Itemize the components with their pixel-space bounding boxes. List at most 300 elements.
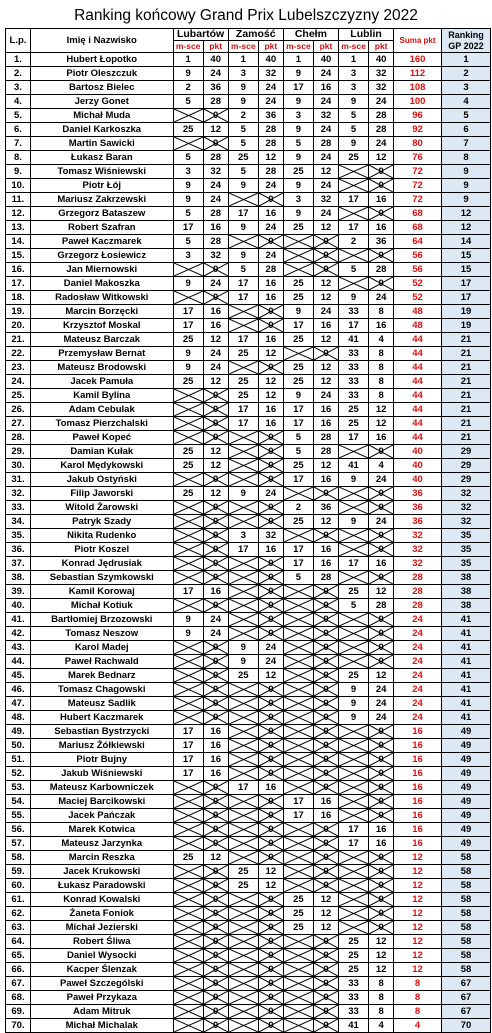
row-points-empty xyxy=(314,753,339,767)
row-points: 16 xyxy=(258,417,283,431)
cross-out-mark xyxy=(229,599,258,612)
row-points-empty xyxy=(314,949,339,963)
row-points-empty xyxy=(203,963,228,977)
row-points-empty xyxy=(314,781,339,795)
row-suma: 100 xyxy=(394,95,442,109)
row-suma: 32 xyxy=(394,557,442,571)
row-lp: 57. xyxy=(6,837,31,851)
row-name: Daniel Karkoszka xyxy=(30,123,173,137)
row-place: 33 xyxy=(338,375,368,389)
row-name: Daniel Wysocki xyxy=(30,949,173,963)
row-points: 16 xyxy=(258,403,283,417)
cross-out-mark xyxy=(284,837,313,850)
row-name: Adam Cebulak xyxy=(30,403,173,417)
cross-out-mark xyxy=(339,879,368,892)
row-ranking-gp: 21 xyxy=(441,389,490,403)
row-points-empty xyxy=(203,501,228,515)
cross-out-mark xyxy=(284,613,313,626)
row-lp: 2. xyxy=(6,67,31,81)
table-row xyxy=(6,221,491,235)
row-place: 5 xyxy=(283,137,313,151)
table-row xyxy=(6,81,491,95)
row-name: Piotr Oleszczuk xyxy=(30,67,173,81)
row-suma: 12 xyxy=(394,851,442,865)
row-lp: 35. xyxy=(6,529,31,543)
row-place: 9 xyxy=(283,67,313,81)
row-name: Robert Śliwa xyxy=(30,935,173,949)
cross-out-mark xyxy=(174,431,203,444)
row-place-empty xyxy=(338,893,368,907)
table-row xyxy=(6,991,491,1005)
row-place-empty xyxy=(283,263,313,277)
row-points: 16 xyxy=(314,403,339,417)
row-place: 25 xyxy=(283,375,313,389)
row-suma: 8 xyxy=(394,1005,442,1019)
row-points: 32 xyxy=(203,165,228,179)
row-points: 12 xyxy=(314,893,339,907)
cross-out-mark xyxy=(284,487,313,500)
row-points: 40 xyxy=(314,53,339,67)
row-points-empty xyxy=(258,501,283,515)
row-points-empty xyxy=(258,963,283,977)
row-place-empty xyxy=(338,613,368,627)
row-points: 8 xyxy=(369,977,394,991)
row-name: Michał Michalak xyxy=(30,1019,173,1033)
row-ranking-gp: 6 xyxy=(441,123,490,137)
row-place-empty xyxy=(228,697,258,711)
row-points-zero: 0 xyxy=(268,235,274,247)
cross-out-mark xyxy=(229,683,258,696)
row-ranking-gp: 32 xyxy=(441,515,490,529)
row-place-empty xyxy=(228,739,258,753)
row-place: 5 xyxy=(283,431,313,445)
row-place: 17 xyxy=(338,823,368,837)
row-points: 28 xyxy=(203,95,228,109)
row-place: 17 xyxy=(338,221,368,235)
row-points: 4 xyxy=(369,333,394,347)
row-ranking-gp: 12 xyxy=(441,207,490,221)
row-points: 12 xyxy=(258,151,283,165)
row-points-empty xyxy=(369,879,394,893)
row-points-empty xyxy=(203,921,228,935)
row-points-zero: 0 xyxy=(378,739,384,751)
row-place-empty xyxy=(283,739,313,753)
cross-out-mark xyxy=(229,571,258,584)
row-suma: 28 xyxy=(394,571,442,585)
cross-out-mark xyxy=(229,1005,258,1018)
row-lp: 4. xyxy=(6,95,31,109)
row-points-zero: 0 xyxy=(323,949,329,961)
row-place-empty xyxy=(228,893,258,907)
row-points-zero: 0 xyxy=(323,823,329,835)
cross-out-mark xyxy=(339,921,368,934)
row-points-zero: 0 xyxy=(323,263,329,275)
cross-out-mark xyxy=(339,767,368,780)
row-points-empty xyxy=(369,809,394,823)
row-points-zero: 0 xyxy=(323,613,329,625)
row-points: 16 xyxy=(369,193,394,207)
cross-out-mark xyxy=(339,795,368,808)
row-place: 1 xyxy=(283,53,313,67)
table-row xyxy=(6,277,491,291)
row-points-empty xyxy=(258,935,283,949)
row-points-empty xyxy=(314,865,339,879)
row-points-zero: 0 xyxy=(323,655,329,667)
cross-out-mark xyxy=(229,557,258,570)
row-points-zero: 0 xyxy=(268,319,274,331)
cross-out-mark xyxy=(174,641,203,654)
cross-out-mark xyxy=(174,599,203,612)
row-suma: 4 xyxy=(394,1019,442,1033)
row-place: 41 xyxy=(338,459,368,473)
row-points-zero: 0 xyxy=(323,599,329,611)
row-points: 12 xyxy=(369,935,394,949)
row-suma: 16 xyxy=(394,753,442,767)
row-points-empty xyxy=(314,487,339,501)
row-name: Konrad Jędrusiak xyxy=(30,557,173,571)
row-place-empty xyxy=(228,725,258,739)
row-points: 28 xyxy=(258,137,283,151)
row-points: 12 xyxy=(369,403,394,417)
row-place-empty xyxy=(283,585,313,599)
row-suma: 12 xyxy=(394,921,442,935)
row-place-empty xyxy=(283,837,313,851)
row-points-empty xyxy=(203,641,228,655)
cross-out-mark xyxy=(284,627,313,640)
row-place: 25 xyxy=(173,375,203,389)
row-name: Hubert Kaczmarek xyxy=(30,711,173,725)
cross-out-mark xyxy=(229,473,258,486)
cross-out-mark xyxy=(339,893,368,906)
row-place: 9 xyxy=(338,697,368,711)
row-points: 24 xyxy=(314,151,339,165)
row-points-empty xyxy=(314,767,339,781)
cross-out-mark xyxy=(339,865,368,878)
row-place-empty xyxy=(338,165,368,179)
row-ranking-gp: 41 xyxy=(441,683,490,697)
row-place: 25 xyxy=(173,445,203,459)
row-lp: 22. xyxy=(6,347,31,361)
cross-out-mark xyxy=(174,263,203,276)
row-place: 9 xyxy=(228,487,258,501)
row-points-zero: 0 xyxy=(268,907,274,919)
row-ranking-gp: 38 xyxy=(441,599,490,613)
row-place: 25 xyxy=(283,221,313,235)
row-points-zero: 0 xyxy=(323,711,329,723)
row-points-zero: 0 xyxy=(378,809,384,821)
row-points-zero: 0 xyxy=(213,431,219,443)
row-points-zero: 0 xyxy=(323,683,329,695)
row-points-zero: 0 xyxy=(268,627,274,639)
row-points: 16 xyxy=(314,795,339,809)
row-points: 24 xyxy=(369,683,394,697)
row-ranking-gp: 67 xyxy=(441,991,490,1005)
row-points: 24 xyxy=(369,137,394,151)
row-lp: 1. xyxy=(6,53,31,67)
row-place-empty xyxy=(338,529,368,543)
row-points: 4 xyxy=(369,459,394,473)
row-points-empty xyxy=(203,865,228,879)
row-points-empty xyxy=(369,655,394,669)
row-ranking-gp: 41 xyxy=(441,641,490,655)
row-points-zero: 0 xyxy=(213,921,219,933)
row-ranking-gp: 49 xyxy=(441,725,490,739)
row-place-empty xyxy=(228,627,258,641)
row-lp: 23. xyxy=(6,361,31,375)
cross-out-mark xyxy=(229,823,258,836)
row-place: 17 xyxy=(173,221,203,235)
row-suma: 16 xyxy=(394,795,442,809)
table-row xyxy=(6,361,491,375)
row-place-empty xyxy=(173,641,203,655)
row-place-empty xyxy=(283,347,313,361)
row-suma: 12 xyxy=(394,893,442,907)
table-row xyxy=(6,767,491,781)
row-place: 5 xyxy=(173,207,203,221)
row-points-zero: 0 xyxy=(378,501,384,513)
row-points-zero: 0 xyxy=(213,417,219,429)
row-place-empty xyxy=(338,445,368,459)
row-place: 9 xyxy=(338,473,368,487)
row-points-empty xyxy=(203,683,228,697)
row-points: 28 xyxy=(314,137,339,151)
table-row xyxy=(6,235,491,249)
row-points-zero: 0 xyxy=(378,165,384,177)
row-points: 28 xyxy=(369,599,394,613)
row-points-zero: 0 xyxy=(213,781,219,793)
row-place-empty xyxy=(283,249,313,263)
table-row xyxy=(6,249,491,263)
row-points: 8 xyxy=(369,1005,394,1019)
row-place-empty xyxy=(228,473,258,487)
row-ranking-gp: 32 xyxy=(441,501,490,515)
row-place: 5 xyxy=(228,263,258,277)
cross-out-mark xyxy=(174,515,203,528)
row-place-empty xyxy=(283,949,313,963)
cross-out-mark xyxy=(229,767,258,780)
row-place: 9 xyxy=(283,389,313,403)
row-points-zero: 0 xyxy=(268,683,274,695)
row-points-zero: 0 xyxy=(378,725,384,737)
row-points-empty xyxy=(369,907,394,921)
row-name: Jerzy Gonet xyxy=(30,95,173,109)
row-points-zero: 0 xyxy=(268,305,274,317)
row-lp: 49. xyxy=(6,725,31,739)
row-points-empty xyxy=(258,837,283,851)
table-row xyxy=(6,319,491,333)
table-row xyxy=(6,963,491,977)
row-points: 16 xyxy=(258,543,283,557)
row-points-zero: 0 xyxy=(213,669,219,681)
cross-out-mark xyxy=(339,543,368,556)
row-ranking-gp: 41 xyxy=(441,655,490,669)
table-row xyxy=(6,613,491,627)
row-points-empty xyxy=(203,809,228,823)
row-points-zero: 0 xyxy=(268,361,274,373)
row-place-empty xyxy=(338,753,368,767)
cross-out-mark xyxy=(229,711,258,724)
row-points-zero: 0 xyxy=(323,487,329,499)
cross-out-mark xyxy=(284,529,313,542)
row-place: 17 xyxy=(283,473,313,487)
row-lp: 50. xyxy=(6,739,31,753)
row-place: 5 xyxy=(338,263,368,277)
row-suma: 32 xyxy=(394,543,442,557)
table-row xyxy=(6,921,491,935)
row-place: 9 xyxy=(173,613,203,627)
row-place-empty xyxy=(283,1005,313,1019)
row-points-zero: 0 xyxy=(213,977,219,989)
table-row xyxy=(6,1019,491,1033)
table-row xyxy=(6,431,491,445)
cross-out-mark xyxy=(174,683,203,696)
row-points-empty xyxy=(203,291,228,305)
cross-out-mark xyxy=(229,851,258,864)
row-points: 28 xyxy=(203,235,228,249)
row-name: Maciej Barcikowski xyxy=(30,795,173,809)
row-suma: 44 xyxy=(394,375,442,389)
row-place-empty xyxy=(173,599,203,613)
row-place: 25 xyxy=(283,459,313,473)
cross-out-mark xyxy=(284,1005,313,1018)
cross-out-mark xyxy=(174,977,203,990)
row-points-empty xyxy=(369,543,394,557)
row-points-zero: 0 xyxy=(213,641,219,653)
row-points-empty xyxy=(314,641,339,655)
row-place: 17 xyxy=(283,417,313,431)
row-points-empty xyxy=(369,165,394,179)
row-points-zero: 0 xyxy=(268,921,274,933)
row-place-empty xyxy=(173,473,203,487)
row-ranking-gp: 1 xyxy=(441,53,490,67)
row-lp: 34. xyxy=(6,515,31,529)
row-points: 12 xyxy=(258,879,283,893)
row-points: 16 xyxy=(258,291,283,305)
row-points: 12 xyxy=(203,487,228,501)
row-place-empty xyxy=(338,879,368,893)
cross-out-mark xyxy=(229,1019,258,1032)
row-points-empty xyxy=(258,823,283,837)
row-place-empty xyxy=(283,627,313,641)
row-points-zero: 0 xyxy=(323,963,329,975)
cross-out-mark xyxy=(174,879,203,892)
row-place: 1 xyxy=(173,53,203,67)
row-points: 24 xyxy=(258,81,283,95)
subheader-pkt: pkt xyxy=(369,41,394,53)
row-points-zero: 0 xyxy=(268,739,274,751)
row-place: 25 xyxy=(338,417,368,431)
row-place: 25 xyxy=(283,515,313,529)
row-points-empty xyxy=(314,529,339,543)
row-points: 8 xyxy=(369,389,394,403)
row-place: 9 xyxy=(173,277,203,291)
row-points-empty xyxy=(314,823,339,837)
row-points: 16 xyxy=(314,543,339,557)
header-suma: Suma pkt xyxy=(394,29,442,53)
row-ranking-gp: 14 xyxy=(441,235,490,249)
cross-out-mark xyxy=(174,473,203,486)
row-place: 5 xyxy=(228,123,258,137)
row-points: 16 xyxy=(258,207,283,221)
row-place-empty xyxy=(338,655,368,669)
row-points-zero: 0 xyxy=(323,669,329,681)
table-row xyxy=(6,263,491,277)
row-place-empty xyxy=(173,515,203,529)
row-points-zero: 0 xyxy=(378,795,384,807)
row-points: 12 xyxy=(314,221,339,235)
cross-out-mark xyxy=(174,963,203,976)
row-name: Marcin Reszka xyxy=(30,851,173,865)
row-points-empty xyxy=(314,879,339,893)
cross-out-mark xyxy=(174,921,203,934)
row-place-empty xyxy=(283,823,313,837)
row-points-zero: 0 xyxy=(378,781,384,793)
row-place-empty xyxy=(338,487,368,501)
row-place-empty xyxy=(228,753,258,767)
row-name: Żaneta Foniok xyxy=(30,907,173,921)
row-points-empty xyxy=(369,571,394,585)
cross-out-mark xyxy=(284,599,313,612)
cross-out-mark xyxy=(284,683,313,696)
subheader-msce: m-sce xyxy=(173,41,203,53)
row-place-empty xyxy=(228,711,258,725)
row-name: Witold Żarowski xyxy=(30,501,173,515)
cross-out-mark xyxy=(229,515,258,528)
row-name: Filip Jaworski xyxy=(30,487,173,501)
row-place-empty xyxy=(228,991,258,1005)
row-points-empty xyxy=(203,935,228,949)
cross-out-mark xyxy=(284,249,313,262)
row-place-empty xyxy=(228,837,258,851)
row-points-empty xyxy=(203,109,228,123)
row-place: 17 xyxy=(228,403,258,417)
row-points-empty xyxy=(314,739,339,753)
cross-out-mark xyxy=(229,935,258,948)
row-points-empty xyxy=(369,249,394,263)
row-place-empty xyxy=(173,501,203,515)
row-ranking-gp: 35 xyxy=(441,529,490,543)
table-row xyxy=(6,1005,491,1019)
row-points-zero: 0 xyxy=(323,991,329,1003)
cross-out-mark xyxy=(174,389,203,402)
row-lp: 19. xyxy=(6,305,31,319)
row-points-zero: 0 xyxy=(323,977,329,989)
row-place: 33 xyxy=(338,977,368,991)
cross-out-mark xyxy=(174,1019,203,1032)
cross-out-mark xyxy=(229,837,258,850)
row-points-zero: 0 xyxy=(323,697,329,709)
row-place: 17 xyxy=(283,403,313,417)
row-ranking-gp: 17 xyxy=(441,277,490,291)
row-place: 33 xyxy=(338,1005,368,1019)
row-points: 12 xyxy=(203,375,228,389)
row-ranking-gp: 58 xyxy=(441,921,490,935)
row-place: 17 xyxy=(228,417,258,431)
row-ranking-gp: 8 xyxy=(441,151,490,165)
cross-out-mark xyxy=(229,235,258,248)
row-points-empty xyxy=(258,585,283,599)
row-place: 5 xyxy=(228,137,258,151)
row-place-empty xyxy=(338,207,368,221)
row-points-empty xyxy=(258,599,283,613)
cross-out-mark xyxy=(284,753,313,766)
table-row xyxy=(6,907,491,921)
row-points-zero: 0 xyxy=(268,445,274,457)
row-place-empty xyxy=(228,557,258,571)
row-points-zero: 0 xyxy=(268,515,274,527)
row-place: 25 xyxy=(283,921,313,935)
row-place: 5 xyxy=(173,151,203,165)
